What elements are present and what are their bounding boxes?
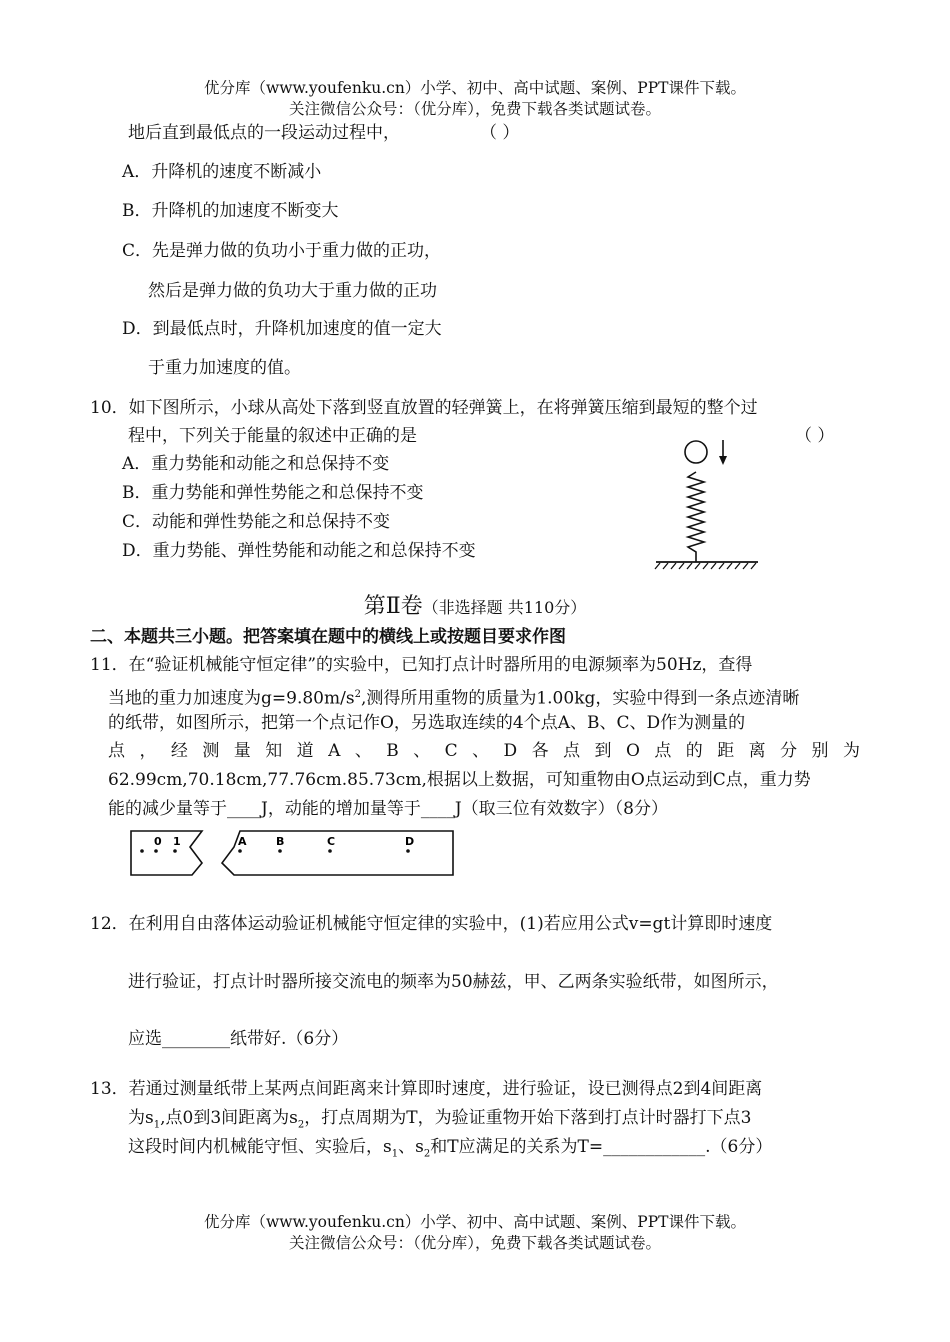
q13-line-3-sub1: 1 (391, 1148, 399, 1160)
q10-option-c: C．动能和弹性势能之和总保持不变 (122, 512, 391, 532)
q9-option-a: A．升降机的速度不断减小 (122, 162, 322, 182)
q9-option-c: C．先是弹力做的负功小于重力做的正功， (122, 241, 442, 261)
q13-line-2c: ，打点周期为T，为验证重物开始下落到打点计时器打下点3 (304, 1108, 752, 1128)
header-line-1: 优分库（www.youfenku.cn）小学、初中、高中试题、案例、PPT课件下载。 (203, 79, 747, 97)
tape-dot-b (278, 849, 282, 853)
q10-option-a: A．重力势能和动能之和总保持不变 (122, 454, 390, 474)
section-title (0, 596, 950, 619)
q10-stem-line-1: 10．如下图所示，小球从高处下落到竖直放置的轻弹簧上，在将弹簧压缩到最短的整个过 (90, 398, 758, 418)
q13-line-1: 13．若通过测量纸带上某两点间距离来计算即时速度，进行验证，设已测得点2到4间距离 (90, 1079, 763, 1099)
q10-option-b: B．重力势能和弹性势能之和总保持不变 (122, 483, 424, 503)
tape-dot-d (406, 849, 410, 853)
q12-line-1: 12．在利用自由落体运动验证机械能守恒定律的实验中，(1)若应用公式v=gt计算即时速度 (90, 914, 773, 934)
section-title-main: 第Ⅱ卷 (363, 594, 423, 619)
footer-line-2: 关注微信公众号：（优分库），免费下载各类试题试卷。 (288, 1234, 661, 1252)
tape-dot-c (328, 849, 332, 853)
q12-line-2: 进行验证，打点计时器所接交流电的频率为50赫兹，甲、乙两条实验纸带，如图所示， (128, 972, 779, 992)
ground-icon (655, 562, 758, 569)
q13-line-3b: 、s (398, 1137, 424, 1157)
ball-icon (685, 441, 707, 463)
q13-line-2 (128, 1107, 751, 1136)
q11-line-3: 的纸带，如图所示，把第一个点记作O，另选取连续的4个点A、B、C、D作为测量的 (108, 713, 746, 733)
q11-line-2-sup: 2 (354, 689, 361, 700)
q11-line-1: 11．在“验证机械能守恒定律”的实验中，已知打点计时器所用的电源频率为50Hz，查得 (90, 655, 753, 675)
q9-option-b: B．升降机的加速度不断变大 (122, 201, 339, 221)
q11-line-2 (108, 684, 799, 710)
q13-line-3a: 这段时间内机械能守恒、实验后，s (128, 1137, 392, 1157)
q10-option-d: D．重力势能、弹性势能和动能之和总保持不变 (122, 541, 476, 561)
section-subtitle: （非选择题 共110分） (422, 598, 587, 617)
q9-answer-bracket: （ ） (480, 123, 520, 143)
paper-tape-figure (130, 829, 455, 877)
q11-line-4: 点，经测量知道A、B、C、D各点到O点的距离分别为 (108, 741, 860, 761)
ball-spring-figure (650, 432, 765, 572)
tape-label-b: B (276, 835, 285, 848)
tape-left-segment (131, 831, 202, 875)
footer-line-1: 优分库（www.youfenku.cn）小学、初中、高中试题、案例、PPT课件下载。 (203, 1213, 747, 1231)
tape-label-0: 0 (154, 835, 162, 848)
q11-line-2a: 当地的重力加速度为g=9.80m/s (108, 688, 355, 709)
tape-dot-0 (154, 849, 158, 853)
q9-option-c-cont: 然后是弹力做的负功大于重力做的正功 (148, 281, 437, 301)
tape-label-d: D (405, 835, 415, 848)
q11-line-6: 能的减少量等于____J，动能的增加量等于____J（取三位有效数字）（8分） (108, 799, 668, 819)
q13-line-3c: 和T应满足的关系为T=____________.（6分） (430, 1137, 773, 1157)
tape-dot-a (238, 849, 242, 853)
q11-line-2b: ,测得所用重物的质量为1.00kg，实验中得到一条点迹清晰 (360, 688, 800, 709)
q13-line-2b: ,点0到3间距离为s (160, 1108, 298, 1128)
q12-line-3: 应选________纸带好.（6分） (128, 1029, 349, 1049)
q13-line-2-sub2: 2 (297, 1119, 305, 1131)
down-arrow-icon (719, 440, 727, 465)
tape-label-a: A (238, 835, 247, 848)
tape-dot-1 (173, 849, 177, 853)
tape-dot-first (140, 849, 144, 853)
q13-line-3 (128, 1136, 772, 1165)
tape-right-segment (222, 831, 453, 875)
section-instruction: 二、本题共三小题。把答案填在题中的横线上或按题目要求作图 (90, 627, 566, 647)
q10-answer-bracket: （ ） (795, 426, 835, 446)
tape-label-c: C (327, 835, 336, 848)
q11-line-5: 62.99cm,70.18cm,77.76cm.85.73cm,根据以上数据，可知重物由O点运动到C点，重力势 (108, 770, 811, 790)
q9-option-d-cont: 于重力加速度的值。 (148, 358, 301, 378)
tape-label-1: 1 (173, 835, 181, 848)
q13-line-3-sub2: 2 (423, 1148, 431, 1160)
header-line-2: 关注微信公众号：（优分库），免费下载各类试题试卷。 (288, 100, 661, 118)
q10-stem-line-2: 程中，下列关于能量的叙述中正确的是 (128, 426, 417, 446)
q13-line-2a: 为s (128, 1108, 154, 1128)
q9-option-d: D．到最低点时，升降机加速度的值一定大 (122, 319, 442, 339)
q9-continuation: 地后直到最低点的一段运动过程中， (128, 123, 400, 143)
spring-icon (688, 472, 704, 562)
q13-line-2-sub1: 1 (153, 1119, 161, 1131)
